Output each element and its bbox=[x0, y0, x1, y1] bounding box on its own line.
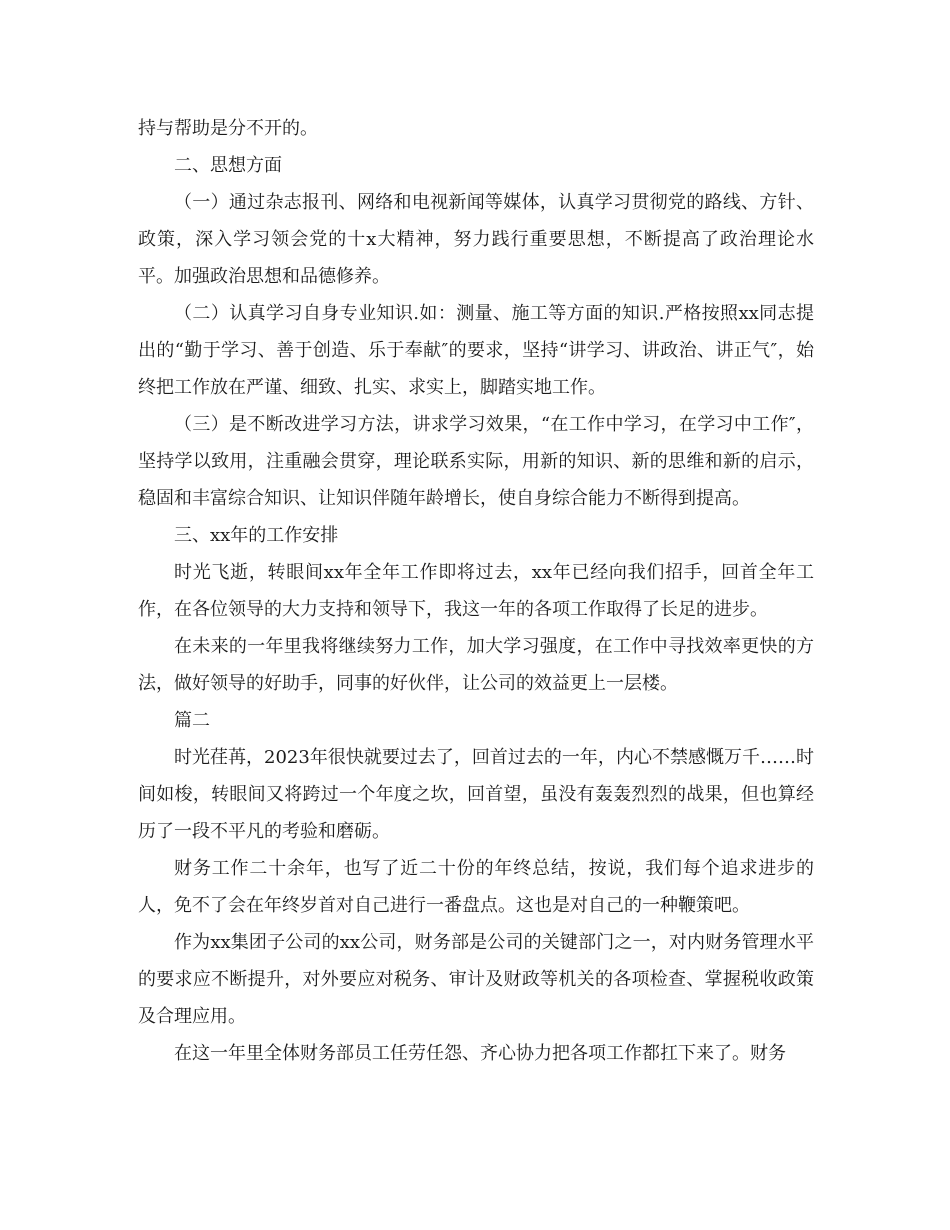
paragraph-part-two-1: 时光荏苒，2023年很快就要过去了，回首过去的一年，内心不禁感慨万千……时间如梭，转眼间又将跨过一个年度之坎，回首望，虽没有轰轰烈烈的战果，但也算经历了一段不平凡的考验和磨砺。 bbox=[138, 747, 814, 842]
heading-part-two: 篇二 bbox=[174, 710, 210, 731]
paragraph-thought-3: （三）是不断改进学习方法，讲求学习效果，“在工作中学习，在学习中工作″，坚持学以致用，注重融会贯穿，理论联系实际，用新的知识、新的思维和新的启示，稳固和丰富综合知识、让知识伴随年龄增长，使自身综合能力不断得到提高。 bbox=[138, 414, 814, 509]
heading-thought: 二、思想方面 bbox=[174, 155, 282, 176]
paragraph-part-two-2: 财务工作二十余年，也写了近二十份的年终总结，按说，我们每个追求进步的人，免不了会在年终岁首对自己进行一番盘点。这也是对自己的一种鞭策吧。 bbox=[138, 858, 814, 916]
document-body bbox=[138, 110, 814, 1072]
paragraph-part-two-4: 在这一年里全体财务部员工任劳任怨、齐心协力把各项工作都扛下来了。财务 bbox=[174, 1043, 786, 1064]
paragraph-thought-2: （二）认真学习自身专业知识.如：测量、施工等方面的知识.严格按照xx同志提出的“勤于学习、善于创造、乐于奉献″的要求，坚持“讲学习、讲政治、讲正气″，始终把工作放在严谨、细致、扎实、求实上，脚踏实地工作。 bbox=[138, 303, 814, 398]
paragraph-continuation: 持与帮助是分不开的。 bbox=[138, 118, 318, 139]
paragraph-thought-1: （一）通过杂志报刊、网络和电视新闻等媒体，认真学习贯彻党的路线、方针、政策，深入学习领会党的十x大精神，努力践行重要思想，不断提高了政治理论水平。加强政治思想和品德修养。 bbox=[138, 192, 814, 287]
heading-work-plan: 三、xx年的工作安排 bbox=[174, 525, 339, 546]
paragraph-work-plan-2: 在未来的一年里我将继续努力工作，加大学习强度，在工作中寻找效率更快的方法，做好领导的好助手，同事的好伙伴，让公司的效益更上一层楼。 bbox=[138, 636, 814, 694]
paragraph-part-two-3: 作为xx集团子公司的xx公司，财务部是公司的关键部门之一，对内财务管理水平的要求应不断提升，对外要应对税务、审计及财政等机关的各项检查、掌握税收政策及合理应用。 bbox=[138, 932, 814, 1027]
paragraph-work-plan-1: 时光飞逝，转眼间xx年全年工作即将过去，xx年已经向我们招手，回首全年工作，在各位领导的大力支持和领导下，我这一年的各项工作取得了长足的进步。 bbox=[138, 562, 814, 620]
